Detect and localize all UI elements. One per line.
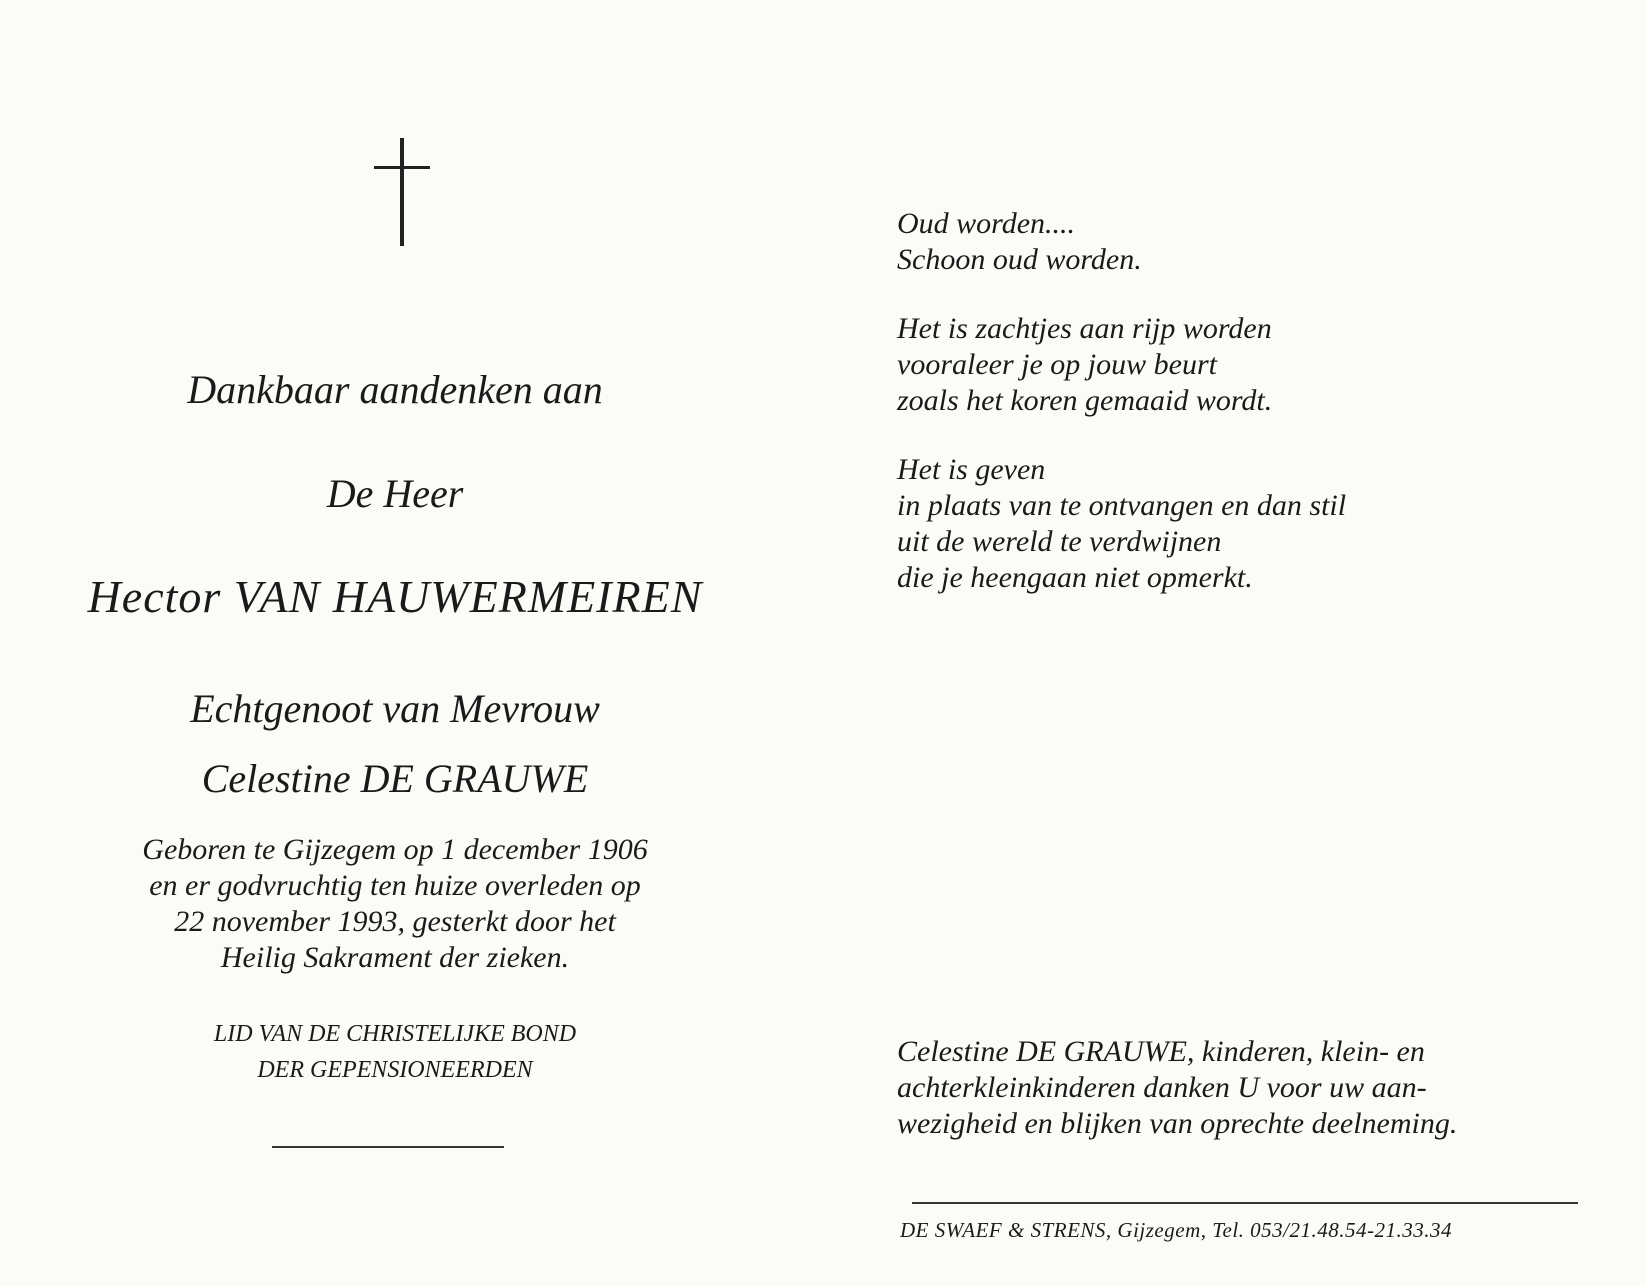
poem-stanza <box>897 206 1346 278</box>
poem-stanza <box>897 452 1346 596</box>
poem-stanza <box>897 311 1346 419</box>
spouse-intro: Echtgenoot van Mevrouw <box>190 686 600 731</box>
bio-line: Heilig Sakrament der zieken. <box>220 941 570 974</box>
poem-line: uit de wereld te verdwijnen <box>897 525 1222 558</box>
bio-line: 22 november 1993, gesterkt door het <box>174 905 616 938</box>
intro-text: Dankbaar aandenken aan <box>187 367 603 412</box>
bio-line: en er godvruchtig ten huize overleden op <box>149 869 641 902</box>
printer-credit: DE SWAEF & STRENS, Gijzegem, Tel. 053/21.48.54-21.33.34 <box>900 1218 1452 1242</box>
poem-line: zoals het koren gemaaid wordt. <box>897 384 1273 417</box>
thanks-line: achterkleinkinderen danken U voor uw aan- <box>897 1071 1427 1104</box>
deceased-name: Hector VAN HAUWERMEIREN <box>87 571 703 622</box>
thanks-line: wezigheid en blijken van oprechte deelneming. <box>897 1107 1458 1140</box>
poem-line: Het is geven <box>897 453 1046 486</box>
poem-line: Schoon oud worden. <box>897 243 1142 276</box>
membership-line: LID VAN DE CHRISTELIJKE BOND <box>213 1021 577 1047</box>
honorific: De Heer <box>326 471 464 516</box>
poem-line: Oud worden.... <box>897 207 1076 240</box>
biography <box>0 832 790 976</box>
poem-line: Het is zachtjes aan rijp worden <box>897 312 1272 345</box>
poem-line: in plaats van te ontvangen en dan stil <box>897 489 1347 522</box>
bio-line: Geboren te Gijzegem op 1 december 1906 <box>142 833 648 866</box>
spouse-name: Celestine DE GRAUWE <box>201 756 589 801</box>
poem-line: die je heengaan niet opmerkt. <box>897 561 1253 594</box>
poem-line: vooraleer je op jouw beurt <box>897 348 1217 381</box>
membership <box>0 1016 790 1088</box>
thanks-line: Celestine DE GRAUWE, kinderen, klein- en <box>897 1035 1425 1068</box>
cross-icon <box>374 138 430 246</box>
divider <box>272 1146 504 1148</box>
poem <box>897 206 1346 629</box>
thanks-note <box>897 1034 1457 1142</box>
membership-line: DER GEPENSIONEERDEN <box>257 1057 533 1083</box>
divider <box>912 1202 1578 1204</box>
